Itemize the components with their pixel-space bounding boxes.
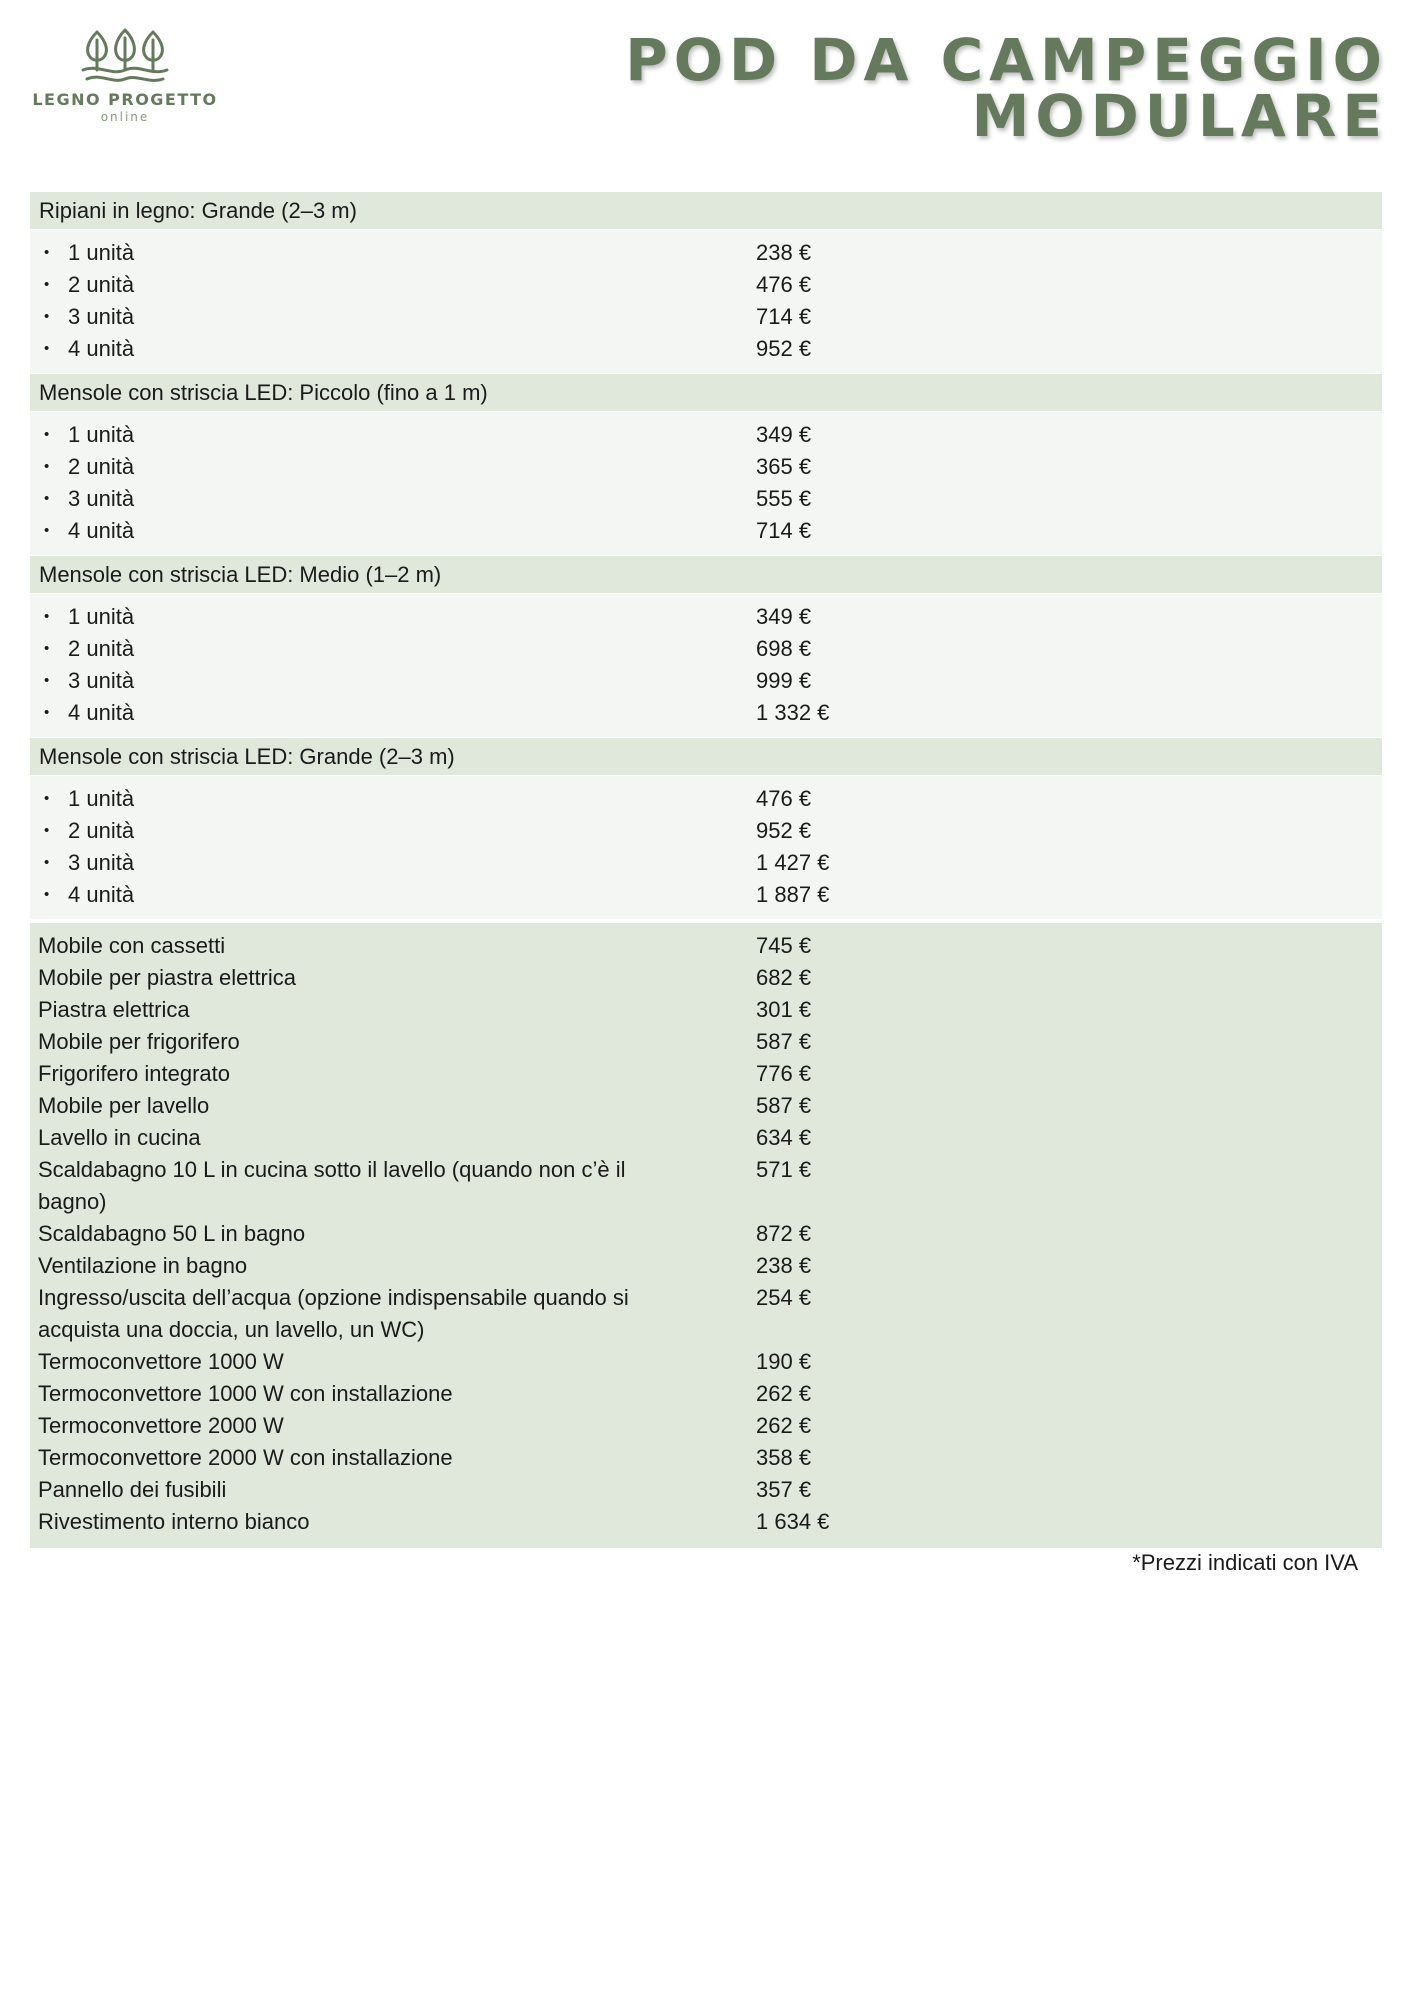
bullet-icon: • [44, 458, 50, 475]
bullet-icon: • [44, 426, 50, 443]
table-row [30, 930, 1382, 962]
item-price: 571 € [756, 1157, 812, 1182]
table-row [30, 1282, 1382, 1346]
list-item [30, 879, 1382, 911]
item-price: 476 € [756, 786, 812, 811]
brand-subtitle: online [100, 110, 150, 124]
item-label: Pannello dei fusibili [38, 1477, 227, 1502]
group-items [30, 412, 1382, 555]
group-items [30, 776, 1382, 919]
page-title [625, 26, 1388, 150]
item-price: 238 € [756, 1253, 812, 1278]
item-price: 999 € [756, 668, 812, 693]
brand-logo [28, 26, 222, 124]
list-item [30, 697, 1382, 729]
list-item [30, 301, 1382, 333]
item-label: Termoconvettore 1000 W [38, 1349, 284, 1374]
item-label: 3 unità [68, 304, 135, 329]
bullet-icon: • [44, 490, 50, 507]
item-price: 262 € [756, 1413, 812, 1438]
item-price: 745 € [756, 933, 812, 958]
item-price: 555 € [756, 486, 812, 511]
item-label: Mobile con cassetti [38, 933, 226, 958]
table-row [30, 1346, 1382, 1378]
bullet-icon: • [44, 640, 50, 657]
item-price: 714 € [756, 518, 812, 543]
item-price: 301 € [756, 997, 812, 1022]
item-label: Mobile per piastra elettrica [38, 965, 297, 990]
item-label: Mobile per frigorifero [38, 1029, 240, 1054]
bullet-icon: • [44, 886, 50, 903]
item-label: 1 unità [68, 786, 135, 811]
item-label: 3 unità [68, 850, 135, 875]
bullet-icon: • [44, 790, 50, 807]
item-label: Termoconvettore 1000 W con installazione [38, 1381, 453, 1406]
bullet-icon: • [44, 308, 50, 325]
page-title-line-2: MODULARE [971, 82, 1388, 150]
list-item [30, 451, 1382, 483]
table-row [30, 962, 1382, 994]
item-price: 365 € [756, 454, 812, 479]
table-row [30, 1218, 1382, 1250]
item-label: Piastra elettrica [38, 997, 190, 1022]
list-item [30, 633, 1382, 665]
item-label: Ingresso/uscita dell’acqua (opzione indispensabile quando si acquista una doccia, un lavello, un WC) [38, 1285, 629, 1342]
bullet-icon: • [44, 704, 50, 721]
extras-list [30, 923, 1382, 1548]
item-price: 357 € [756, 1477, 812, 1502]
bullet-icon: • [44, 340, 50, 357]
bullet-icon: • [44, 244, 50, 261]
item-price: 1 634 € [756, 1509, 830, 1534]
bullet-icon: • [44, 822, 50, 839]
item-price: 698 € [756, 636, 812, 661]
price-group [30, 556, 1382, 737]
item-price: 254 € [756, 1285, 812, 1310]
group-items [30, 594, 1382, 737]
vat-note: *Prezzi indicati con IVA [1132, 1550, 1358, 1575]
item-price: 714 € [756, 304, 812, 329]
item-label: Ventilazione in bagno [38, 1253, 248, 1278]
table-row [30, 1122, 1382, 1154]
item-price: 190 € [756, 1349, 812, 1374]
bullet-icon: • [44, 522, 50, 539]
price-group [30, 192, 1382, 373]
item-label: Mobile per lavello [38, 1093, 210, 1118]
item-label: Scaldabagno 10 L in cucina sotto il lavello (quando non c’è il bagno) [38, 1157, 626, 1214]
item-price: 1 332 € [756, 700, 830, 725]
item-label: Scaldabagno 50 L in bagno [38, 1221, 306, 1246]
item-label: 1 unità [68, 422, 135, 447]
item-label: Frigorifero integrato [38, 1061, 230, 1086]
table-row [30, 1410, 1382, 1442]
item-price: 587 € [756, 1093, 812, 1118]
item-label: 3 unità [68, 486, 135, 511]
bullet-icon: • [44, 672, 50, 689]
item-label: 4 unità [68, 336, 135, 361]
table-row [30, 1506, 1382, 1538]
item-price: 776 € [756, 1061, 812, 1086]
list-item [30, 419, 1382, 451]
group-header: Mensole con striscia LED: Medio (1–2 m) [30, 556, 1382, 593]
item-price: 682 € [756, 965, 812, 990]
item-label: Lavello in cucina [38, 1125, 201, 1150]
item-label: 2 unità [68, 454, 135, 479]
item-label: Termoconvettore 2000 W [38, 1413, 284, 1438]
table-row [30, 1250, 1382, 1282]
item-price: 872 € [756, 1221, 812, 1246]
table-row [30, 994, 1382, 1026]
item-price: 952 € [756, 818, 812, 843]
table-row [30, 1474, 1382, 1506]
list-item [30, 269, 1382, 301]
item-label: 2 unità [68, 636, 135, 661]
table-row [30, 1058, 1382, 1090]
item-label: 1 unità [68, 240, 135, 265]
table-row [30, 1442, 1382, 1474]
list-item [30, 783, 1382, 815]
price-table [30, 192, 1382, 1548]
group-header: Ripiani in legno: Grande (2–3 m) [30, 192, 1382, 229]
list-item [30, 333, 1382, 365]
item-price: 1 887 € [756, 882, 830, 907]
bullet-icon: • [44, 608, 50, 625]
item-price: 476 € [756, 272, 812, 297]
item-label: 4 unità [68, 700, 135, 725]
item-price: 349 € [756, 422, 812, 447]
page-title-line-1: POD DA CAMPEGGIO [625, 26, 1388, 94]
item-price: 238 € [756, 240, 812, 265]
item-price: 358 € [756, 1445, 812, 1470]
list-item [30, 815, 1382, 847]
brand-name: LEGNO PROGETTO [32, 90, 218, 109]
list-item [30, 515, 1382, 547]
table-row [30, 1378, 1382, 1410]
item-label: 4 unità [68, 518, 135, 543]
table-row [30, 1026, 1382, 1058]
list-item [30, 665, 1382, 697]
item-label: 4 unità [68, 882, 135, 907]
item-label: Termoconvettore 2000 W con installazione [38, 1445, 453, 1470]
list-item [30, 847, 1382, 879]
item-price: 349 € [756, 604, 812, 629]
table-row [30, 1154, 1382, 1218]
trees-waves-icon [75, 26, 175, 88]
list-item [30, 237, 1382, 269]
item-label: Rivestimento interno bianco [38, 1509, 310, 1534]
item-label: 2 unità [68, 818, 135, 843]
group-header: Mensole con striscia LED: Piccolo (fino a 1 m) [30, 374, 1382, 411]
group-items [30, 230, 1382, 373]
item-label: 2 unità [68, 272, 135, 297]
item-price: 262 € [756, 1381, 812, 1406]
bullet-icon: • [44, 276, 50, 293]
price-group [30, 374, 1382, 555]
list-item [30, 601, 1382, 633]
item-price: 1 427 € [756, 850, 830, 875]
group-header: Mensole con striscia LED: Grande (2–3 m) [30, 738, 1382, 775]
bullet-icon: • [44, 854, 50, 871]
table-row [30, 1090, 1382, 1122]
item-label: 3 unità [68, 668, 135, 693]
item-price: 952 € [756, 336, 812, 361]
list-item [30, 483, 1382, 515]
price-group [30, 738, 1382, 919]
item-label: 1 unità [68, 604, 135, 629]
item-price: 634 € [756, 1125, 812, 1150]
item-price: 587 € [756, 1029, 812, 1054]
